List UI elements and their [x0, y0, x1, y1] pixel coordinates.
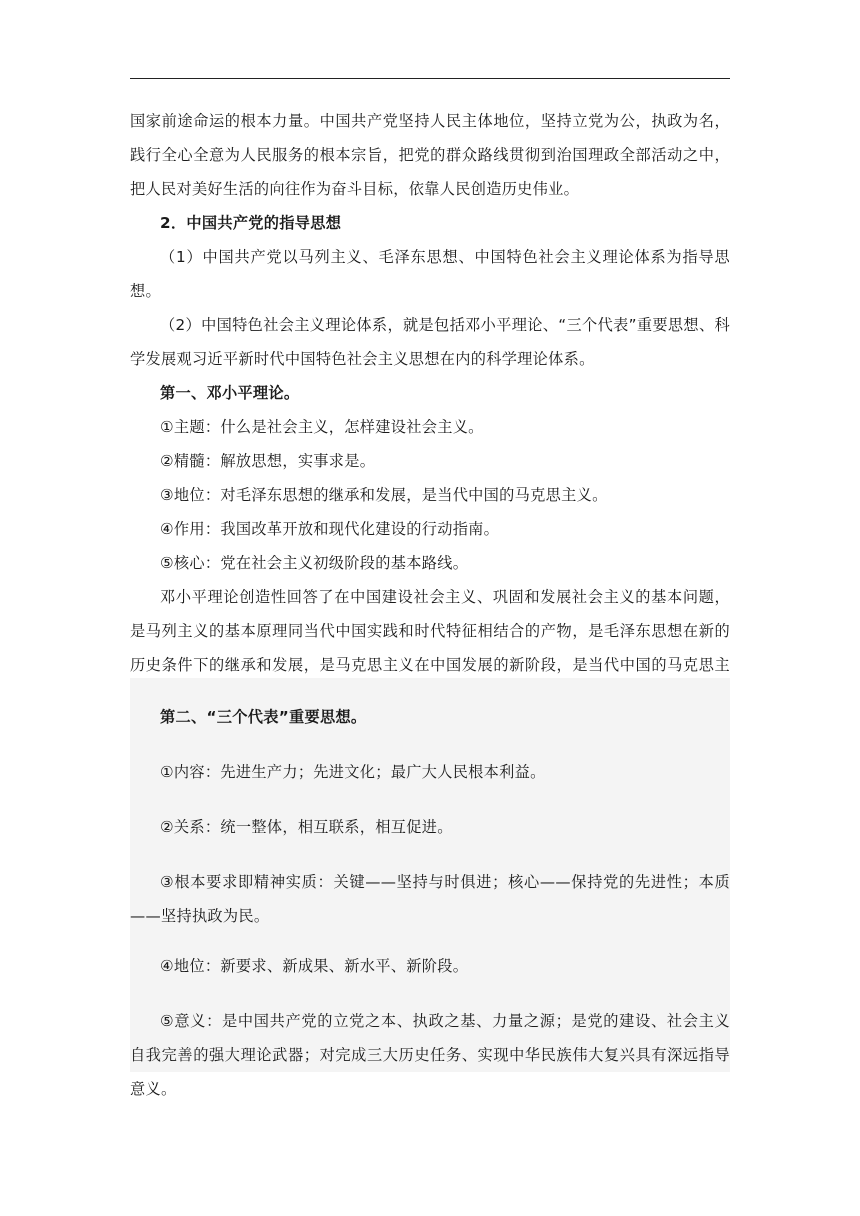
list-item-tr-significance: ⑤意义：是中国共产党的立党之本、执政之基、力量之源；是党的建设、社会主义自我完善的强大理论武器；对完成三大历史任务、实现中华民族伟大复兴具有深远指导意义。	[130, 1012, 730, 1098]
section-heading-guiding-thought: 2．中国共产党的指导思想	[160, 214, 342, 232]
list-item-deng-theme: ①主题：什么是社会主义，怎样建设社会主义。	[160, 418, 484, 436]
list-item-tr-content: ①内容：先进生产力；先进文化；最广大人民根本利益。	[160, 763, 546, 781]
header-rule	[130, 78, 730, 79]
list-item-deng-status: ③地位：对毛泽东思想的继承和发展，是当代中国的马克思主义。	[160, 486, 608, 504]
shaded-block-three-represents	[130, 678, 730, 1098]
paragraph-continuation: 国家前途命运的根本力量。中国共产党坚持人民主体地位，坚持立党为公，执政为名，践行全心全意为人民服务的根本宗旨，把党的群众路线贯彻到治国理政全部活动之中，把人民对美好生活的向往作为奋斗目标，依靠人民创造历史伟业。	[130, 112, 730, 198]
paragraph-guiding-thought-2: （2）中国特色社会主义理论体系，就是包括邓小平理论、“三个代表”重要思想、科学发展观习近平新时代中国特色社会主义思想在内的科学理论体系。	[130, 316, 730, 368]
subheading-three-represents: 第二、“三个代表”重要思想。	[160, 708, 367, 726]
list-item-tr-status: ④地位：新要求、新成果、新水平、新阶段。	[160, 957, 469, 975]
document-body	[130, 104, 730, 716]
list-item-deng-core: ⑤核心：党在社会主义初级阶段的基本路线。	[160, 554, 469, 572]
paragraph-deng-summary: 邓小平理论创造性回答了在中国建设社会主义、巩固和发展社会主义的基本问题，是马列主义的基本原理同当代中国实践和时代特征相结合的产物，是毛泽东思想在新的历史条件下的继承和发展，是马克思主义在中国发展的新阶段，是当代中国的马克思主	[130, 588, 730, 674]
list-item-tr-relation: ②关系：统一整体，相互联系，相互促进。	[160, 818, 453, 836]
paragraph-guiding-thought-1: （1）中国共产党以马列主义、毛泽东思想、中国特色社会主义理论体系为指导思想。	[130, 248, 730, 300]
list-item-deng-essence: ②精髓：解放思想，实事求是。	[160, 452, 376, 470]
list-item-deng-role: ④作用：我国改革开放和现代化建设的行动指南。	[160, 520, 500, 538]
list-item-tr-requirement: ③根本要求即精神实质：关键——坚持与时俱进；核心——保持党的先进性；本质——坚持执政为民。	[130, 873, 730, 925]
subheading-deng-theory: 第一、邓小平理论。	[160, 384, 300, 402]
